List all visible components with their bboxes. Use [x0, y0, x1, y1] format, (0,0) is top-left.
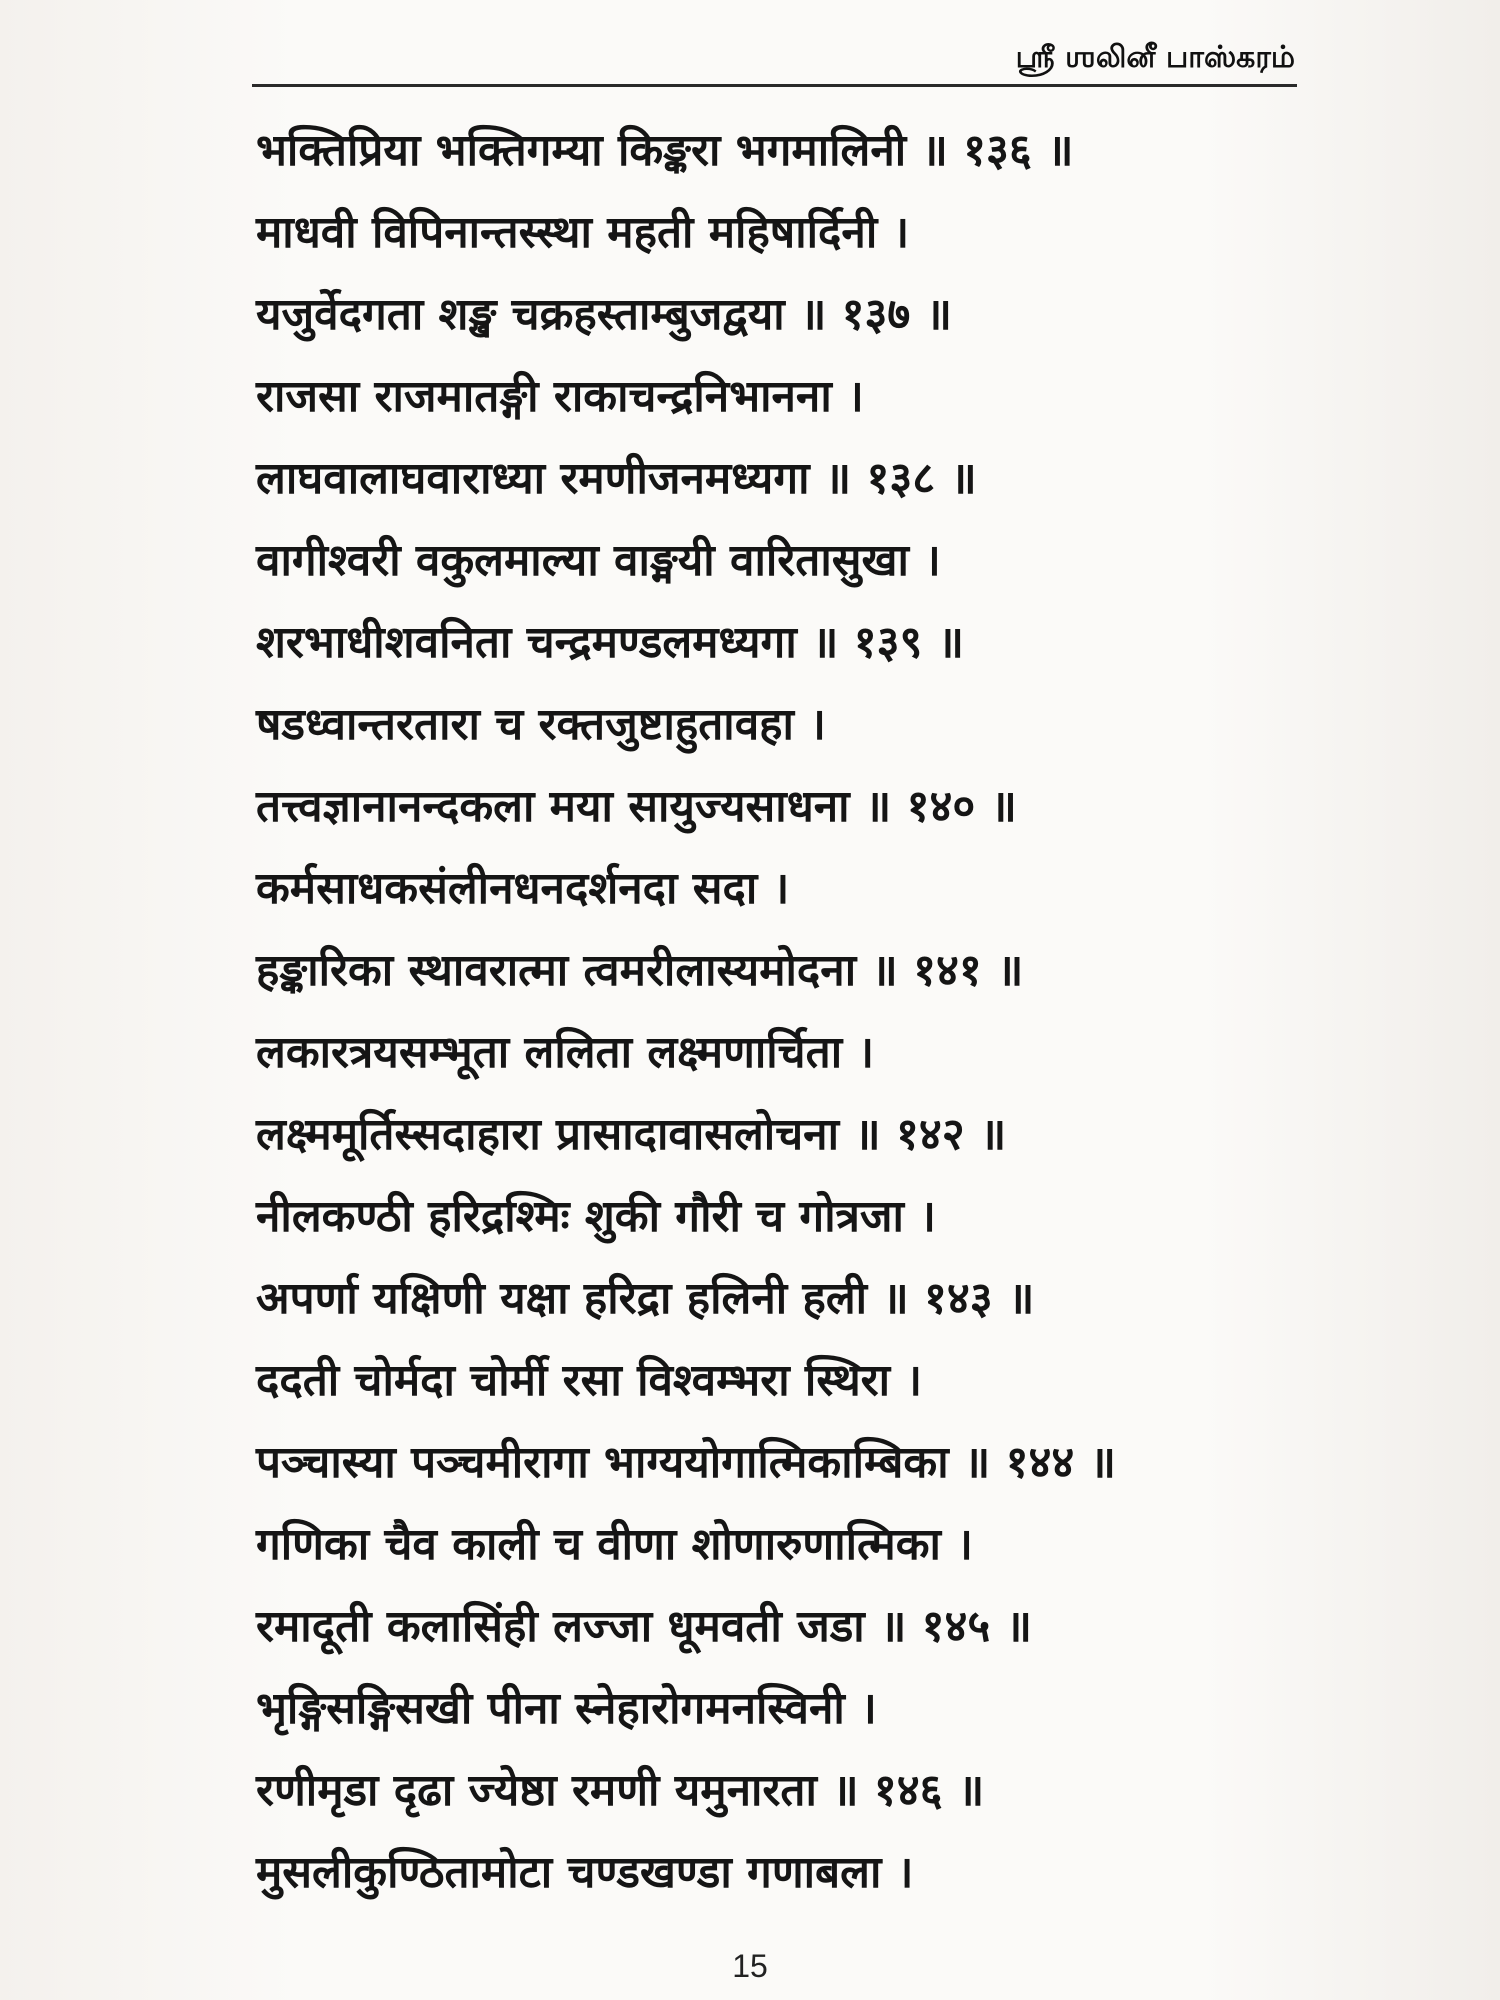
- verse-line: राजसा राजमातङ्गी राकाचन्द्रनिभानना ।: [256, 371, 864, 422]
- verse-line: रमादूती कलासिंही लज्जा धूमवती जडा ॥ १४५ ॥: [256, 1601, 1032, 1652]
- verse-line: लक्ष्ममूर्तिस्सदाहारा प्रासादावासलोचना ॥ १४२ ॥: [256, 1109, 1007, 1160]
- verse-line: मुसलीकुण्ठितामोटा चण्डखण्डा गणाबला ।: [256, 1847, 914, 1898]
- verse-line: शरभाधीशवनिता चन्द्रमण्डलमध्यगा ॥ १३९ ॥: [256, 617, 965, 668]
- header-divider: [252, 84, 1297, 87]
- verse-line: पञ्चास्या पञ्चमीरागा भाग्ययोगात्मिकाम्बिका ॥ १४४ ॥: [256, 1437, 1116, 1488]
- verse-line: ददती चोर्मदा चोर्मी रसा विश्वम्भरा स्थिरा ।: [256, 1355, 923, 1406]
- verse-line: तत्त्वज्ञानानन्दकला मया सायुज्यसाधना ॥ १४० ॥: [256, 781, 1017, 832]
- verse-line: हङ्कारिका स्थावरात्मा त्वमरीलास्यमोदना ॥ १४१ ॥: [256, 945, 1024, 996]
- page-number: 15: [732, 1948, 768, 1984]
- verse-line: यजुर्वेदगता शङ्ख चक्रहस्ताम्बुजद्वया ॥ १३७ ॥: [256, 289, 952, 340]
- verse-list: [256, 110, 1296, 1914]
- verse-line: भक्तिप्रिया भक्तिगम्या किङ्करा भगमालिनी ॥ १३६ ॥: [256, 125, 1074, 176]
- verse-line: गणिका चैव काली च वीणा शोणारुणात्मिका ।: [256, 1519, 973, 1570]
- verse-line: लकारत्रयसम्भूता ललिता लक्ष्मणार्चिता ।: [256, 1027, 875, 1078]
- verse-line: रणीमृडा दृढा ज्येष्ठा रमणी यमुनारता ॥ १४६ ॥: [256, 1765, 985, 1816]
- verse-line: वागीश्वरी वकुलमाल्या वाङ्मयी वारितासुखा ।: [256, 535, 941, 586]
- verse-line: नीलकण्ठी हरिद्रश्मिः शुकी गौरी च गोत्रजा ।: [256, 1191, 936, 1242]
- verse-line: माधवी विपिनान्तस्स्था महती महिषार्दिनी ।: [256, 207, 910, 258]
- verse-line: अपर्णा यक्षिणी यक्षा हरिद्रा हलिनी हली ॥ १४३ ॥: [256, 1273, 1035, 1324]
- verse-line: लाघवालाघवाराध्या रमणीजनमध्यगा ॥ १३८ ॥: [256, 453, 977, 504]
- verse-line: कर्मसाधकसंलीनधनदर्शनदा सदा ।: [256, 863, 790, 914]
- verse-line: षडध्वान्तरतारा च रक्तजुष्टाहुतावहा ।: [256, 699, 826, 750]
- verse-line: भृङ्गिसङ्गिसखी पीना स्नेहारोगमनस्विनी ।: [256, 1683, 877, 1734]
- running-header-title: ஸ்ரீ ஶலினீ பாஸ்கரம்: [1015, 40, 1295, 75]
